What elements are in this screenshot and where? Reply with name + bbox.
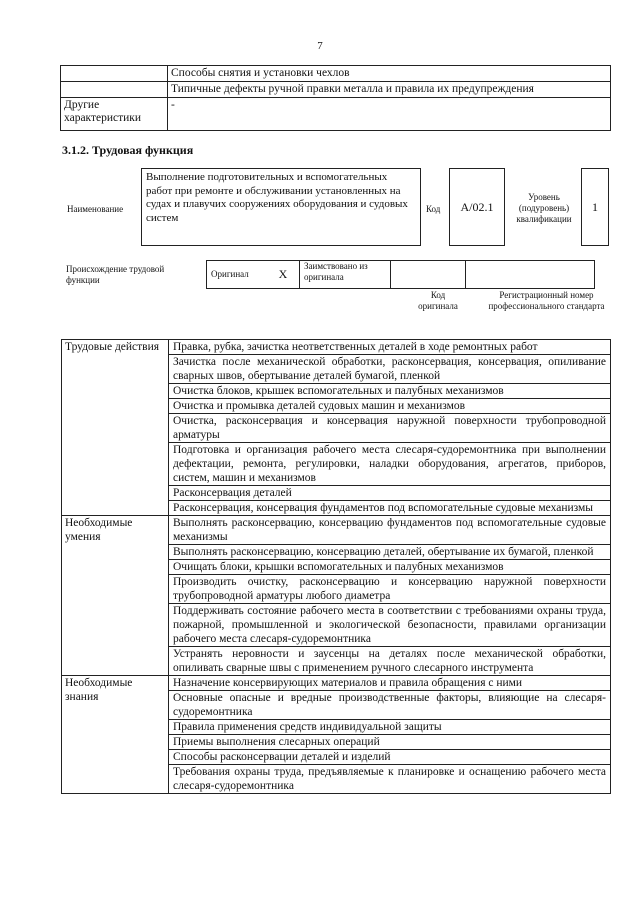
- table-cell: Основные опасные и вредные производственные факторы, влияющие на слесаря-судоремонтника: [169, 691, 611, 720]
- table-cell: Подготовка и организация рабочего места слесаря-судоремонтника при выполнении дефектации, ремонта, регулировки, наладки оборудования, агрегатов, приборов, систем, машин и механизмов: [169, 443, 611, 486]
- original-label: Оригинал: [207, 261, 268, 289]
- group-label: Трудовые действия: [62, 340, 169, 516]
- code-label: Код: [426, 204, 441, 214]
- code-original-cell: [391, 261, 466, 289]
- table-cell: -: [168, 98, 611, 131]
- origin-label: Происхождение трудовой функции: [66, 264, 165, 285]
- table-cell: Очищать блоки, крышки вспомогательных и палубных механизмов: [169, 560, 611, 575]
- table-cell: Очистка и промывка деталей судовых машин и механизмов: [169, 399, 611, 414]
- reg-number-cell: [466, 261, 595, 289]
- table-cell: Поддерживать состояние рабочего места в соответствии с требованиями охраны труда, пожарной, промышленной и экологической безопасности, правилами организации рабочего места слесаря-судоремонтника: [169, 604, 611, 647]
- table-row: [61, 98, 611, 131]
- table-cell: Выполнять расконсервацию, консервацию фундаментов под вспомогательные судовые механизмы: [169, 516, 611, 545]
- section-title: 3.1.2. Трудовая функция: [62, 143, 194, 157]
- page-number: 7: [317, 40, 323, 52]
- table-cell: Требования охраны труда, предъявляемые к планировке и оснащению рабочего места слесаря-судоремонтника: [169, 765, 611, 794]
- table-row: [61, 82, 611, 98]
- original-mark: X: [267, 261, 300, 289]
- table-cell: Типичные дефекты ручной правки металла и правила их предупреждения: [168, 82, 611, 98]
- level-value: 1: [581, 168, 609, 246]
- table-cell: [61, 66, 168, 82]
- group-label: Необходимые умения: [62, 516, 169, 676]
- table-row: [61, 66, 611, 82]
- table-cell: Выполнять расконсервацию, консервацию деталей, обертывание их бумагой, пленкой: [169, 545, 611, 560]
- table-cell: Устранять неровности и заусенцы на деталях после механической обработки, опиливать сварные швы с применением ручного слесарного инструмента: [169, 647, 611, 676]
- table-cell: Очистка, расконсервация и консервация наружной поверхности трубопроводной арматуры: [169, 414, 611, 443]
- group-label: Необходимые знания: [62, 676, 169, 794]
- table-cell: Расконсервация деталей: [169, 486, 611, 501]
- table-cell: Приемы выполнения слесарных операций: [169, 735, 611, 750]
- origin-table: [206, 260, 595, 289]
- table-cell: Способы снятия и установки чехлов: [168, 66, 611, 82]
- table-cell: Способы расконсервации деталей и изделий: [169, 750, 611, 765]
- table-cell: Расконсервация, консервация фундаментов под вспомогательные судовые механизмы: [169, 501, 611, 516]
- table-row: [62, 340, 611, 355]
- table-row: [207, 261, 595, 289]
- code-original-caption: Код оригинала: [418, 290, 458, 311]
- table-row: [62, 676, 611, 691]
- function-name-value: Выполнение подготовительных и вспомогательных работ при ремонте и обслуживании установленных на судах и плавучих сооружениях оборудования и судовых систем: [141, 168, 421, 246]
- table-cell: Другие характеристики: [61, 98, 168, 131]
- function-details-table: [61, 339, 611, 794]
- table-row: [62, 516, 611, 545]
- name-label: Наименование: [67, 204, 124, 214]
- top-continuation-table: [60, 65, 611, 131]
- table-cell: Правка, рубка, зачистка неответственных деталей в ходе ремонтных работ: [169, 340, 611, 355]
- table-cell: [61, 82, 168, 98]
- reg-number-caption: Регистрационный номер профессионального стандарта: [488, 290, 605, 311]
- table-cell: Производить очистку, расконсервацию и консервацию наружной поверхности трубопроводной арматуры любого диаметра: [169, 575, 611, 604]
- borrowed-label: Заимствовано из оригинала: [300, 261, 391, 289]
- level-label: Уровень (подуровень) квалификации: [516, 192, 572, 224]
- table-cell: Зачистка после механической обработки, расконсервация, консервация, опиливание сварных швов, обертывание деталей бумагой, пленкой: [169, 355, 611, 384]
- table-cell: Правила применения средств индивидуальной защиты: [169, 720, 611, 735]
- table-cell: Назначение консервирующих материалов и правила обращения с ними: [169, 676, 611, 691]
- table-cell: Очистка блоков, крышек вспомогательных и палубных механизмов: [169, 384, 611, 399]
- function-code-value: A/02.1: [449, 168, 505, 246]
